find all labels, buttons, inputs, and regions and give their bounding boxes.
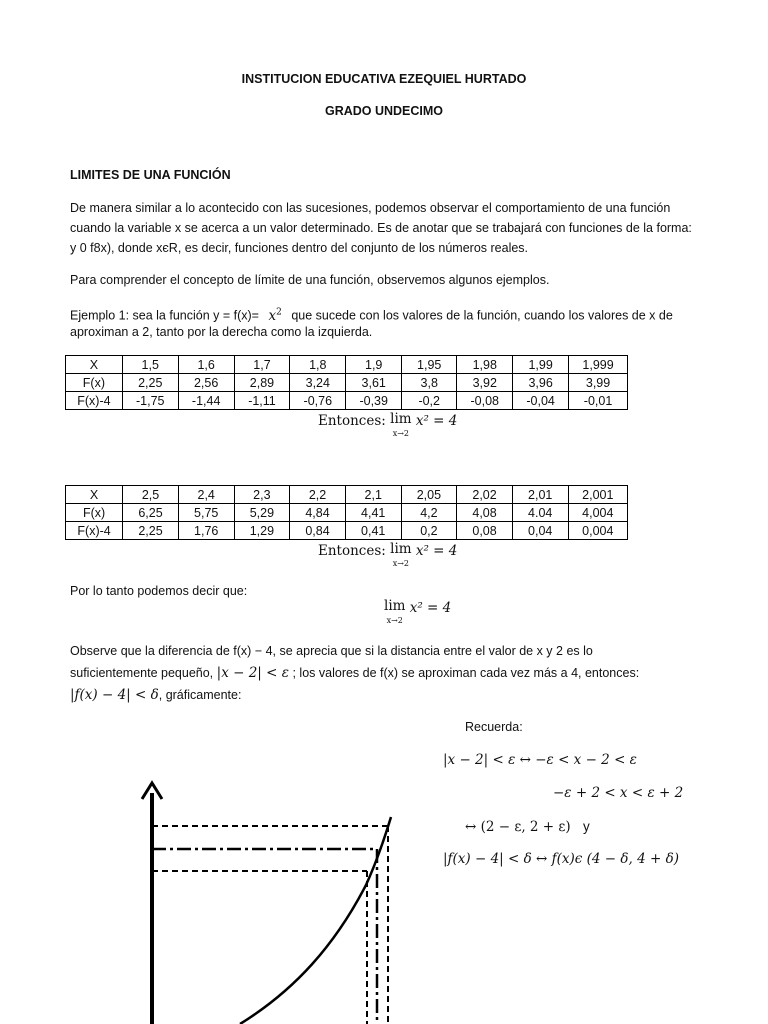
table-row <box>66 392 628 410</box>
table-cell: 4,004 <box>568 504 627 522</box>
row-header-cell: F(x) <box>66 374 123 392</box>
y-conjunction: y <box>582 819 590 834</box>
table-cell: 2,3 <box>234 486 290 504</box>
example-1-intro: Ejemplo 1: sea la función y = f(x)= <box>70 308 259 323</box>
table-cell: -1,44 <box>178 392 234 410</box>
table-row <box>66 522 628 540</box>
table-cell: -0,08 <box>457 392 513 410</box>
table-cell: 2,89 <box>234 374 290 392</box>
limit-conclusion-main <box>384 600 451 627</box>
observation-line-2 <box>70 663 639 683</box>
paragraph-1-line-1: De manera similar a lo acontecido con las sucesiones, podemos observar el comportamiento de una función <box>70 201 671 215</box>
table-cell: -1,11 <box>234 392 290 410</box>
paragraph-1-line-3: y 0 f8x), donde xєR, es decir, funciones dentro del conjunto de los números reales. <box>70 241 529 255</box>
table-cell: 0,41 <box>345 522 401 540</box>
example-1-rest: que sucede con los valores de la función, cuando los valores de x de <box>291 308 673 323</box>
row-header-cell: F(x)-4 <box>66 392 123 410</box>
table-row <box>66 374 628 392</box>
table-cell: 2,5 <box>123 486 179 504</box>
table-cell: 3,61 <box>346 374 402 392</box>
table-cell: 2,25 <box>122 374 178 392</box>
table-cell: 5,29 <box>234 504 290 522</box>
table-row <box>66 356 628 374</box>
values-table-left <box>65 355 628 410</box>
table-cell: 3,99 <box>569 374 628 392</box>
table-cell: 2,05 <box>401 486 457 504</box>
row-header-cell: X <box>66 486 123 504</box>
table-cell: 2,56 <box>178 374 234 392</box>
table-cell: 0,2 <box>401 522 457 540</box>
observation-line-3 <box>70 685 241 705</box>
table-cell: 4.04 <box>512 504 568 522</box>
recuerda-line-4: |f(x) − 4| < δ ↔ f(x)ϵ (4 − δ, 4 + δ) <box>443 851 679 867</box>
section-title: LIMITES DE UNA FUNCIÓN <box>70 168 231 182</box>
x-squared-expr: $x^2$ <box>268 307 282 324</box>
lim-sub: x→2 <box>386 616 403 625</box>
epsilon-inequality: |x − 2| < ε <box>216 665 289 681</box>
lim-sub: x→2 <box>392 429 409 438</box>
lim-expression: x² = 4 <box>415 413 458 429</box>
lim-word: lim <box>384 598 406 614</box>
paragraph-1-line-2: cuando la variable x se acerca a un valor determinado. Es de anotar que se trabajará con funciones de la forma: <box>70 221 692 235</box>
table-cell: 6,25 <box>123 504 179 522</box>
table-cell: 3,96 <box>513 374 569 392</box>
table-cell: -0,04 <box>513 392 569 410</box>
lim-word: lim <box>390 411 412 427</box>
row-header-cell: F(x) <box>66 504 123 522</box>
table-cell: 2,4 <box>178 486 234 504</box>
table-cell: 1,999 <box>569 356 628 374</box>
table-cell: 1,8 <box>290 356 346 374</box>
row-header-cell: F(x)-4 <box>66 522 123 540</box>
row-header-cell: X <box>66 356 123 374</box>
table-cell: 2,1 <box>345 486 401 504</box>
table-cell: 2,001 <box>568 486 627 504</box>
table-cell: -0,2 <box>402 392 457 410</box>
entonces-label: Entonces: <box>318 413 386 429</box>
table-row <box>66 504 628 522</box>
delta-inequality: |f(x) − 4| < δ <box>70 687 159 703</box>
table-cell: 3,24 <box>290 374 346 392</box>
conclusion-text: Por lo tanto podemos decir que: <box>70 584 248 598</box>
recuerda-line-3 <box>465 819 590 835</box>
limit-conclusion-right <box>318 543 457 570</box>
observation-line-1: Observe que la diferencia de f(x) − 4, se aprecia que si la distancia entre el valor de x y 2 es lo <box>70 644 593 658</box>
table-cell: 2,25 <box>123 522 179 540</box>
table-cell: 5,75 <box>178 504 234 522</box>
table-cell: 1,9 <box>346 356 402 374</box>
table-cell: 1,76 <box>178 522 234 540</box>
observation-text-b: ; los valores de f(x) se aproximan cada vez más a 4, entonces: <box>292 666 640 680</box>
table-cell: 1,29 <box>234 522 290 540</box>
recuerda-title: Recuerda: <box>465 720 523 734</box>
table-cell: 1,5 <box>122 356 178 374</box>
table-cell: -0,39 <box>346 392 402 410</box>
table-cell: -1,75 <box>122 392 178 410</box>
table-cell: 0,08 <box>457 522 513 540</box>
table-cell: 1,99 <box>513 356 569 374</box>
observation-text-a: suficientemente pequeño, <box>70 666 214 680</box>
table-cell: 4,84 <box>290 504 346 522</box>
table-cell: 2,01 <box>512 486 568 504</box>
table-cell: 2,02 <box>457 486 513 504</box>
table-row <box>66 486 628 504</box>
entonces-label: Entonces: <box>318 543 386 559</box>
recuerda-line-1: |x − 2| < ε ↔ −ε < x − 2 < ε <box>443 752 637 768</box>
table-cell: 0,84 <box>290 522 346 540</box>
table-cell: -0,01 <box>569 392 628 410</box>
table-cell: 4,41 <box>345 504 401 522</box>
lim-operator <box>390 413 411 440</box>
table-cell: 0,04 <box>512 522 568 540</box>
table-cell: 1,6 <box>178 356 234 374</box>
table-cell: 3,92 <box>457 374 513 392</box>
table-cell: 3,8 <box>402 374 457 392</box>
table-cell: 0,004 <box>568 522 627 540</box>
table-cell: 2,2 <box>290 486 346 504</box>
institution-title: INSTITUCION EDUCATIVA EZEQUIEL HURTADO <box>241 72 527 86</box>
grade-title: GRADO UNDECIMO <box>324 104 444 118</box>
table-cell: 1,95 <box>402 356 457 374</box>
lim-expression: x² = 4 <box>409 600 452 616</box>
lim-operator <box>390 543 411 570</box>
lim-operator <box>384 600 405 627</box>
recuerda-line-2: −ε + 2 < x < ε + 2 <box>553 785 684 801</box>
lim-word: lim <box>390 541 412 557</box>
example-1-line-2: aproximan a 2, tanto por la derecha como la izquierda. <box>70 325 373 339</box>
observation-text-c: , gráficamente: <box>158 688 242 702</box>
lim-expression: x² = 4 <box>415 543 458 559</box>
limit-graph <box>130 775 410 1024</box>
table-cell: 1,98 <box>457 356 513 374</box>
lim-sub: x→2 <box>392 559 409 568</box>
table-cell: 4,2 <box>401 504 457 522</box>
table-cell: 4,08 <box>457 504 513 522</box>
limit-conclusion-left <box>318 413 457 440</box>
table-cell: 1,7 <box>234 356 290 374</box>
paragraph-2: Para comprender el concepto de límite de una función, observemos algunos ejemplos. <box>70 273 550 287</box>
table-cell: -0,76 <box>290 392 346 410</box>
interval-expr: ↔ (2 − ε, 2 + ε) <box>465 819 571 835</box>
values-table-right <box>65 485 628 540</box>
